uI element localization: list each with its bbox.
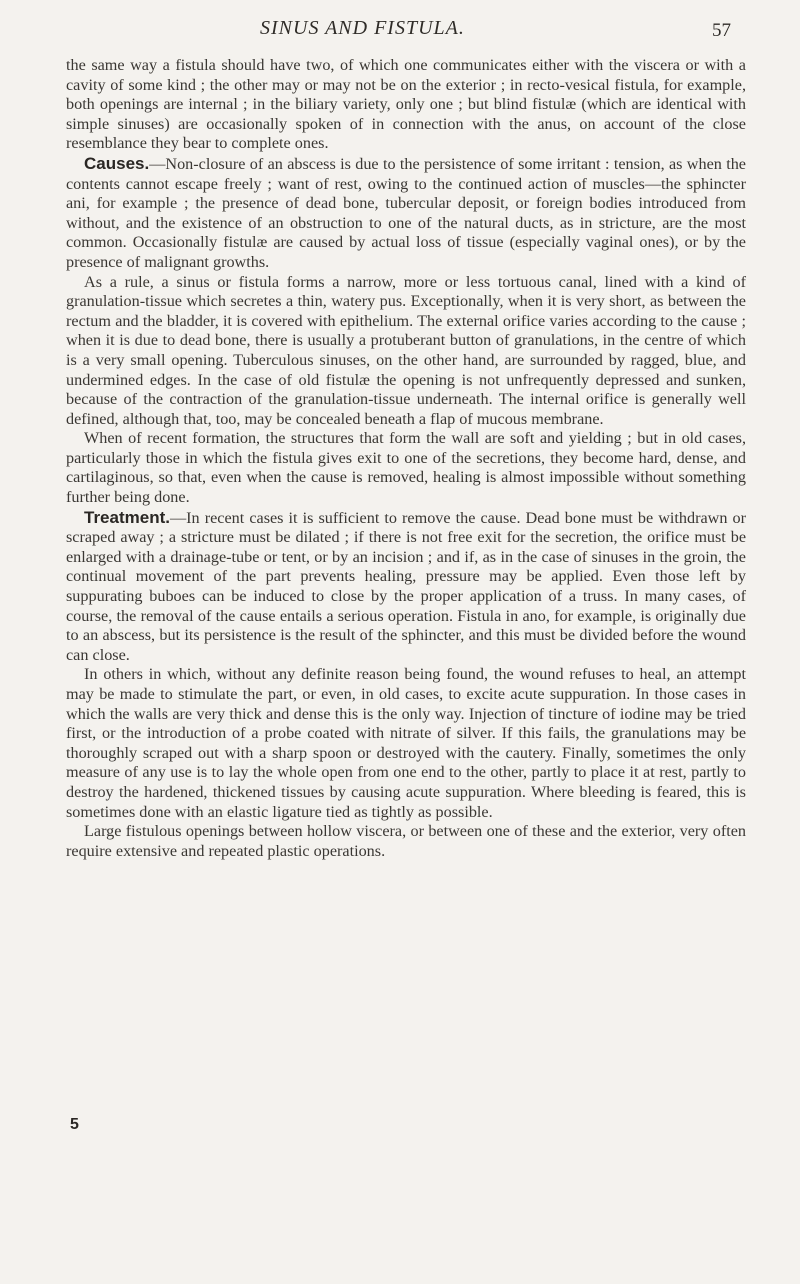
section-heading-treatment: Treatment. (84, 507, 170, 527)
paragraph-text: As a rule, a sinus or fistula forms a narrow, more or less tortuous canal, lined with a kind of granulation-tissue which secretes a thin, watery pus. Exceptionally, when it is very short, as between the rectum and the bladder, it is covered with epithelium. The external orifice varies according to the cause ; when it is due to dead bone, there is usually a protuberant button of granulations, in the centre of which is a very small opening. Tuberculous sinuses, on the other hand, are surrounded by ragged, blue, and undermined edges. In the case of old fistulæ the opening is not unfrequently depressed and sunken, because of the contraction of the granulation-tissue underneath. The internal orifice is generally well defined, although that, too, may be concealed beneath a flap of mucous membrane. (66, 272, 746, 428)
paragraph-continuation (66, 56, 746, 154)
section-heading-causes: Causes. (84, 153, 150, 173)
paragraph-text: Large fistulous openings between hollow viscera, or between one of these and the exterior, very often require extensive and repeated plastic operations. (66, 822, 746, 860)
paragraph-text: —In recent cases it is sufficient to remove the cause. Dead bone must be withdrawn or scraped away ; a stricture must be dilated ; if there is not free exit for the secretion, the orifice must be enlarged with a drainage-tube or tent, or by an incision ; and if, as in the case of sinuses in the groin, the continual movement of the part prevents healing, pressure may be applied. Even those left by suppurating buboes can be induced to close by the proper application of a truss. In many cases, of course, the removal of the cause entails a serious operation. Fistula in ano, for example, is originally due to an abscess, but its persistence is the result of the sphincter, and this must be divided before the wound can close. (66, 508, 746, 664)
body-text (66, 56, 746, 861)
paragraph-wall-structure (66, 429, 746, 507)
paragraph-causes (66, 154, 746, 273)
paragraph-canal-description (66, 273, 746, 430)
page-number: 57 (712, 20, 731, 41)
paragraph-text: the same way a fistula should have two, of which one communicates either with the viscera or with a cavity of some kind ; the other may or may not be on the exterior ; in recto-vesical fistula, for example, both openings are internal ; in the biliary variety, only one ; but blind fistulæ (which are identical with simple sinuses) are occasionally spoken of in connection with the anus, on account of the close resemblance they bear to complete ones. (66, 56, 746, 153)
paragraph-text: When of recent formation, the structures that form the wall are soft and yielding ; but in old cases, particularly those in which the fistula gives exit to one of the secretions, they become hard, dense, and cartilaginous, so that, even when the cause is removed, healing is almost impossible without something further being done. (66, 429, 746, 507)
running-header (0, 17, 800, 47)
paragraph-plastic-operations (66, 822, 746, 861)
paragraph-treatment (66, 508, 746, 666)
signature-mark: 5 (70, 1116, 79, 1133)
running-title: SINUS AND FISTULA. (260, 17, 465, 39)
paragraph-text: In others in which, without any definite reason being found, the wound refuses to heal, an attempt may be made to stimulate the part, or even, in old cases, to excite acute suppuration. In those cases in which the walls are very thick and dense this is the only way. Injection of tincture of iodine may be tried first, or the introduction of a probe coated with nitrate of silver. If this fails, the granulations may be thoroughly scraped out with a sharp spoon or destroyed with the cautery. Finally, sometimes the only measure of any use is to lay the whole open from one end to the other, partly to place it at rest, partly to destroy the hardened, thickened tissues by causing acute suppuration. Where bleeding is feared, this is sometimes done with an elastic ligature tied as tightly as possible. (66, 665, 746, 821)
paragraph-stimulation (66, 665, 746, 822)
paragraph-text: —Non-closure of an abscess is due to the persistence of some irritant : tension, as when the contents cannot escape freely ; want of rest, owing to the continued action of muscles—the sphincter ani, for example ; the presence of dead bone, tubercular deposit, or foreign bodies introduced from without, and the existence of an obstruction to one of the natural ducts, as in stricture, are the most common. Occasionally fistulæ are caused by actual loss of tissue (especially vaginal ones), or by the presence of malignant growths. (66, 154, 746, 271)
